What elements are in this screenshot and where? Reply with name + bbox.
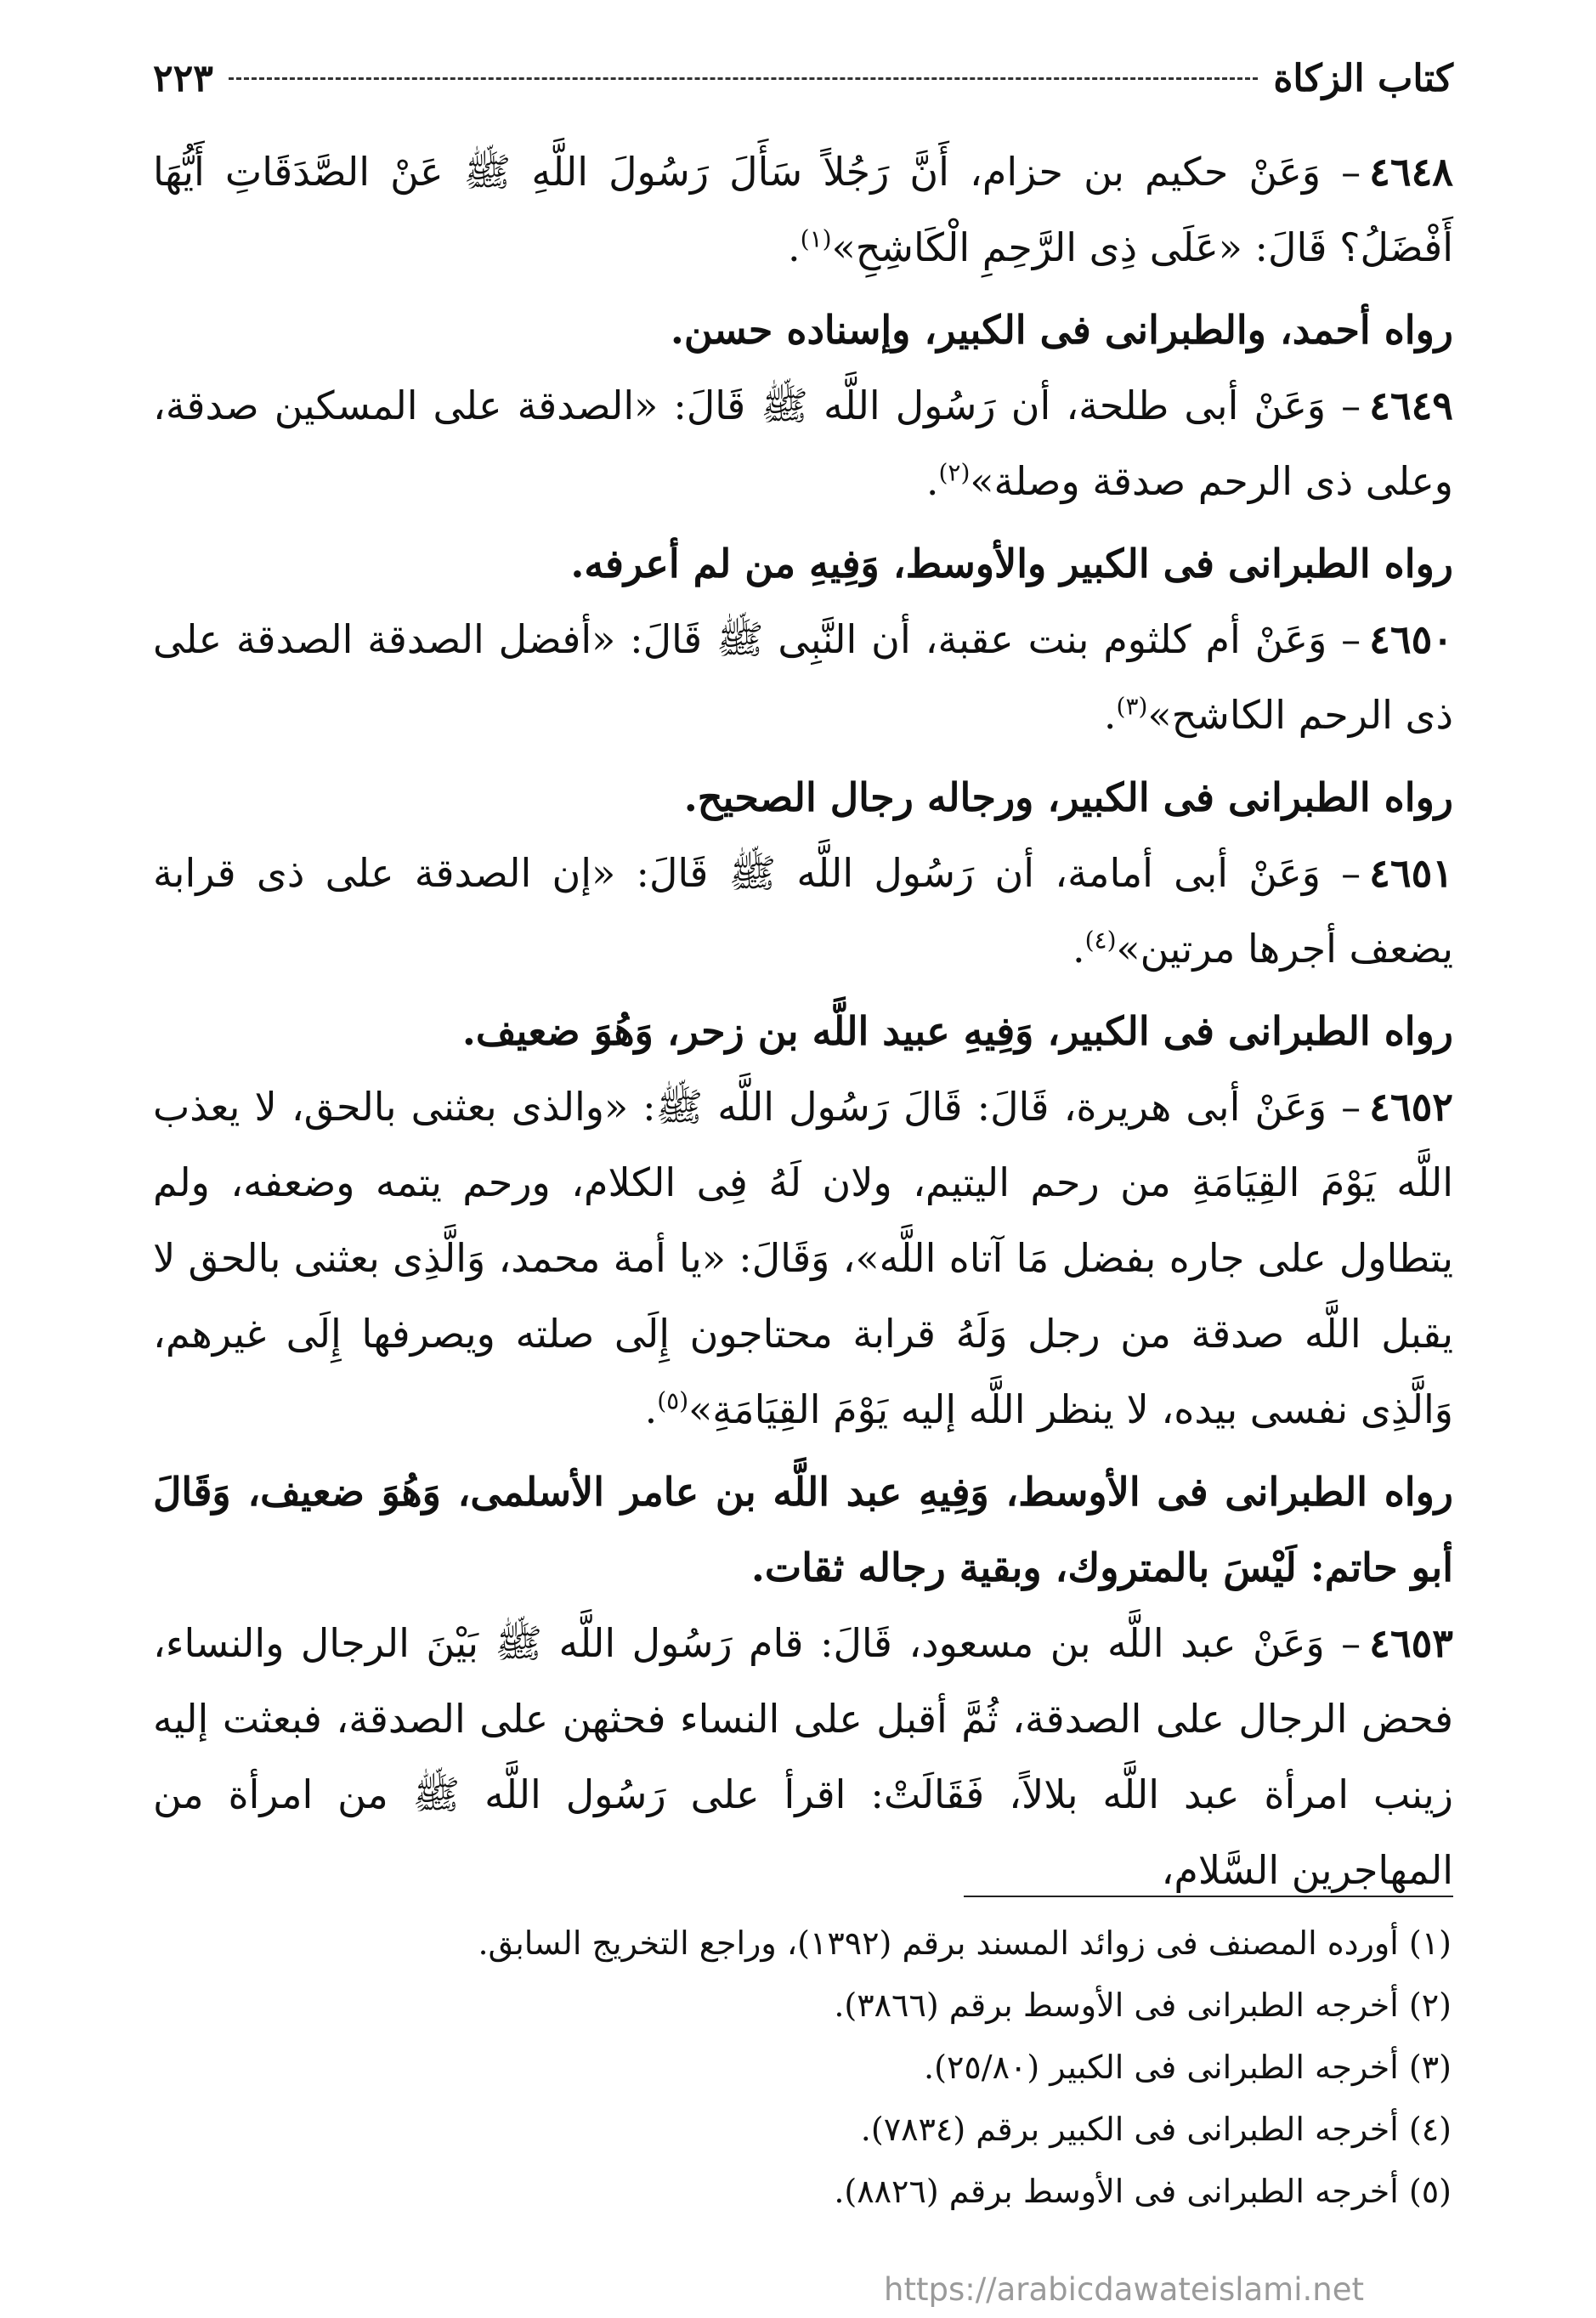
footnote-ref: (٥): [657, 1386, 689, 1415]
watermark: https://arabicdawateislami.net: [884, 2271, 1364, 2308]
hadith-source: رواه الطبرانى فى الكبير والأوسط، وَفِيهِ من لم أعرفه.: [570, 541, 1453, 587]
footnote: (٤) أخرجه الطبرانى فى الكبير برقم (٧٨٣٤).: [860, 2111, 1452, 2148]
hadith-source: رواه الطبرانى فى الكبير، ورجاله رجال الصحيح.: [683, 774, 1453, 820]
footnote-ref: (٤): [1084, 926, 1117, 955]
footnote: (١) أورده المصنف فى زوائد المسند برقم (١٣٩٢)، وراجع التخريج السابق.: [478, 1924, 1452, 1962]
hadith-paragraph: ٤٦٥١– وَعَنْ أبى أمامة، أن رَسُول اللَّه ﷺ قَالَ: «إن الصدقة على ذى قرابة يضعف أجرها مرتين»$^{(٤)}$.: [153, 850, 1453, 972]
hadith-number: ٤٦٥٣: [1369, 1620, 1453, 1666]
hadith-number: ٤٦٥٢: [1369, 1084, 1453, 1130]
footnote-divider: [964, 1896, 1453, 1897]
footnote-ref: (٢): [938, 458, 971, 487]
hadith-text: – وَعَنْ أبى هريرة، قَالَ: قَالَ رَسُول اللَّه ﷺ: «والذى بعثنى بالحق، لا يعذب اللَّه يَوْمَ القِيَامَةِ من رحم اليتيم، ولان لَهُ فِى الكلام، ورحم يتمه وضعفه، ولم يتطاول على جاره بفضل مَا آتاه اللَّه»، وَقَالَ: «يا أمة محمد، وَالَّذِى بعثنى بالحق لا يقبل اللَّه صدقة من رجل وَلَهُ قرابة محتاجون إِلَى صلته ويصرفها إِلَى غيرهم، وَالَّذِى نفسى بيده، لا ينظر اللَّه إليه يَوْمَ القِيَامَةِ»: [153, 1084, 1453, 1432]
footnote-ref: (١): [800, 224, 832, 253]
page-header: [153, 53, 1453, 104]
hadith-text: – وَعَنْ حكيم بن حزام، أَنَّ رَجُلاً سَأَلَ رَسُولَ اللَّهِ ﷺ عَنْ الصَّدَقَاتِ أَيُّهَا أَفْضَلُ؟ قَالَ: «عَلَى ذِى الرَّحِمِ الْكَاشِحِ»: [153, 149, 1453, 270]
hadith-number: ٤٦٤٩: [1369, 383, 1453, 428]
hadith-number: ٤٦٥٠: [1369, 616, 1453, 662]
hadith-paragraph: ٤٦٤٨– وَعَنْ حكيم بن حزام، أَنَّ رَجُلاً سَأَلَ رَسُولَ اللَّهِ ﷺ عَنْ الصَّدَقَاتِ أَيُّهَا أَفْضَلُ؟ قَالَ: «عَلَى ذِى الرَّحِمِ الْكَاشِحِ»$^{(١)}$.: [153, 149, 1453, 270]
hadith-text: – وَعَنْ عبد اللَّه بن مسعود، قَالَ: قام رَسُول اللَّه ﷺ بَيْنَ الرجال والنساء، فحض الرجال على الصدقة، ثُمَّ أقبل على النساء فحثهن على الصدقة، فبعثت إليه زينب امرأة عبد اللَّه بلالاً، فَقَالَتْ: اقرأ على رَسُول اللَّه ﷺ من امرأة من المهاجرين السَّلام،: [153, 1620, 1454, 1893]
book-title: كتاب الزكاة: [1273, 56, 1453, 100]
main-text: [153, 134, 1453, 1908]
hadith-paragraph: ٤٦٥٢– وَعَنْ أبى هريرة، قَالَ: قَالَ رَسُول اللَّه ﷺ: «والذى بعثنى بالحق، لا يعذب اللَّه يَوْمَ القِيَامَةِ من رحم اليتيم، ولان لَهُ فِى الكلام، ورحم يتمه وضعفه، ولم يتطاول على جاره بفضل مَا آتاه اللَّه»، وَقَالَ: «يا أمة محمد، وَالَّذِى بعثنى بالحق لا يقبل اللَّه صدقة من رجل وَلَهُ قرابة محتاجون إِلَى صلته ويصرفها إِلَى غيرهم، وَالَّذِى نفسى بيده، لا ينظر اللَّه إليه يَوْمَ القِيَامَةِ»$^{(٥)}$.: [153, 1084, 1453, 1432]
hadith-source: رواه الطبرانى فى الكبير، وَفِيهِ عبيد اللَّه بن زحر، وَهُوَ ضعيف.: [461, 1008, 1453, 1054]
footnote: (٣) أخرجه الطبرانى فى الكبير (٢٥/٨٠).: [924, 2049, 1452, 2086]
hadith-source: رواه أحمد، والطبرانى فى الكبير، وإسناده حسن.: [670, 307, 1453, 353]
header-dashed-rule: [229, 77, 1258, 80]
footnote: (٥) أخرجه الطبرانى فى الأوسط برقم (٨٨٢٦).: [834, 2173, 1452, 2210]
hadith-number: ٤٦٥١: [1369, 850, 1453, 896]
hadith-text: – وَعَنْ أبى طلحة، أن رَسُول اللَّه ﷺ قَالَ: «الصدقة على المسكين صدقة، وعلى ذى الرحم صدقة وصلة»: [153, 383, 1453, 504]
hadith-paragraph: [153, 1606, 1453, 1908]
hadith-source: رواه الطبرانى فى الأوسط، وَفِيهِ عبد اللَّه بن عامر الأسلمى، وَهُوَ ضعيف، وَقَالَ أبو حاتم: لَيْسَ بالمتروك، وبقية رجاله ثقات.: [153, 1469, 1453, 1590]
hadith-paragraph: ٤٦٥٠– وَعَنْ أم كلثوم بنت عقبة، أن النَّبِى ﷺ قَالَ: «أفضل الصدقة الصدقة على ذى الرحم الكاشح»$^{(٣)}$.: [153, 616, 1453, 738]
hadith-number: ٤٦٤٨: [1369, 149, 1453, 195]
footnote-ref: (٣): [1116, 692, 1148, 721]
hadith-text: – وَعَنْ أبى أمامة، أن رَسُول اللَّه ﷺ قَالَ: «إن الصدقة على ذى قرابة يضعف أجرها مرتين»: [153, 850, 1453, 972]
page-number: ٢٢٣: [153, 56, 213, 100]
footnote: (٢) أخرجه الطبرانى فى الأوسط برقم (٣٨٦٦).: [834, 1986, 1452, 2024]
hadith-paragraph: ٤٦٤٩– وَعَنْ أبى طلحة، أن رَسُول اللَّه ﷺ قَالَ: «الصدقة على المسكين صدقة، وعلى ذى الرحم صدقة وصلة»$^{(٢)}$.: [153, 383, 1453, 504]
hadith-text: – وَعَنْ أم كلثوم بنت عقبة، أن النَّبِى ﷺ قَالَ: «أفضل الصدقة الصدقة على ذى الرحم الكاشح»: [153, 616, 1453, 738]
footnotes: [153, 1913, 1452, 2223]
